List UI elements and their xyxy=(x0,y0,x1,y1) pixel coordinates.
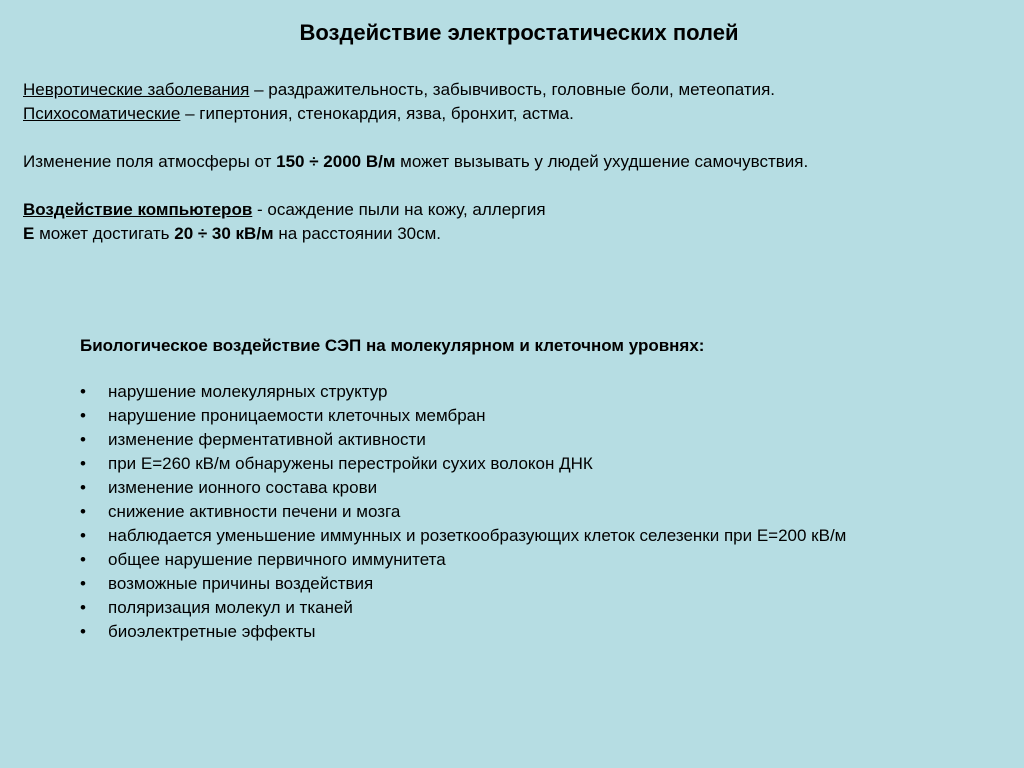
bio-heading: Биологическое воздействие СЭП на молекулярном и клеточном уровнях: xyxy=(80,336,705,355)
atmosphere-field-post: может вызывать у людей ухудшение самочувствия. xyxy=(395,152,809,171)
list-item-text: изменение ионного состава крови xyxy=(108,478,378,497)
list-item xyxy=(80,452,846,476)
bullet: • xyxy=(80,454,86,473)
list-item-text: общее нарушение первичного иммунитета xyxy=(108,550,446,569)
list-item-text: изменение ферментативной активности xyxy=(108,430,426,449)
bullet: • xyxy=(80,478,86,497)
bullet: • xyxy=(80,382,86,401)
list-item-text: снижение активности печени и мозга xyxy=(108,502,401,521)
list-item xyxy=(80,596,846,620)
list-item xyxy=(80,524,846,548)
neurotic-diseases-text: – раздражительность, забывчивость, головные боли, метеопатия. xyxy=(249,80,776,99)
computer-impact-text: - осаждение пыли на кожу, аллергия xyxy=(252,200,546,219)
bullet: • xyxy=(80,550,86,569)
list-item xyxy=(80,380,846,404)
list-item xyxy=(80,572,846,596)
bullet: • xyxy=(80,622,86,641)
list-item-text: поляризация молекул и тканей xyxy=(108,598,353,617)
page-title: Воздействие электростатических полей xyxy=(299,20,739,45)
field-strength-value: 20 ÷ 30 кВ/м xyxy=(174,224,274,243)
list-item xyxy=(80,428,846,452)
list-item xyxy=(80,500,846,524)
list-item-text: возможные причины воздействия xyxy=(108,574,374,593)
list-item-text: нарушение проницаемости клеточных мембран xyxy=(108,406,486,425)
list-item-text: при Е=260 кВ/м обнаружены перестройки сухих волокон ДНК xyxy=(108,454,593,473)
psychosomatic-text: – гипертония, стенокардия, язва, бронхит, астма. xyxy=(180,104,574,123)
computer-impact-term: Воздействие компьютеров xyxy=(23,200,253,219)
bullet: • xyxy=(80,406,86,425)
list-item xyxy=(80,476,846,500)
field-strength-symbol: Е xyxy=(23,224,35,243)
bullet: • xyxy=(80,502,86,521)
psychosomatic-term: Психосоматические xyxy=(23,104,181,123)
list-item xyxy=(80,548,846,572)
bullet: • xyxy=(80,598,86,617)
bullet: • xyxy=(80,574,86,593)
field-strength-post: на расстоянии 30см. xyxy=(273,224,442,243)
list-item-text: биоэлектретные эффекты xyxy=(108,622,316,641)
atmosphere-field-value: 150 ÷ 2000 В/м xyxy=(276,152,396,171)
psychosomatic-line xyxy=(23,103,574,125)
field-strength-line xyxy=(23,223,441,245)
list-item xyxy=(80,404,846,428)
bio-list xyxy=(80,380,846,644)
list-item-text: нарушение молекулярных структур xyxy=(108,382,388,401)
atmosphere-field-line xyxy=(23,151,808,173)
computer-impact-line xyxy=(23,199,546,221)
neurotic-diseases-term: Невротические заболевания xyxy=(23,80,250,99)
bullet: • xyxy=(80,526,86,545)
atmosphere-field-pre: Изменение поля атмосферы от xyxy=(23,152,277,171)
list-item-text: наблюдается уменьшение иммунных и розеткообразующих клеток селезенки при Е=200 кВ/м xyxy=(108,526,847,545)
bullet: • xyxy=(80,430,86,449)
neurotic-diseases-line xyxy=(23,79,775,101)
field-strength-pre: может достигать xyxy=(34,224,175,243)
list-item xyxy=(80,620,846,644)
